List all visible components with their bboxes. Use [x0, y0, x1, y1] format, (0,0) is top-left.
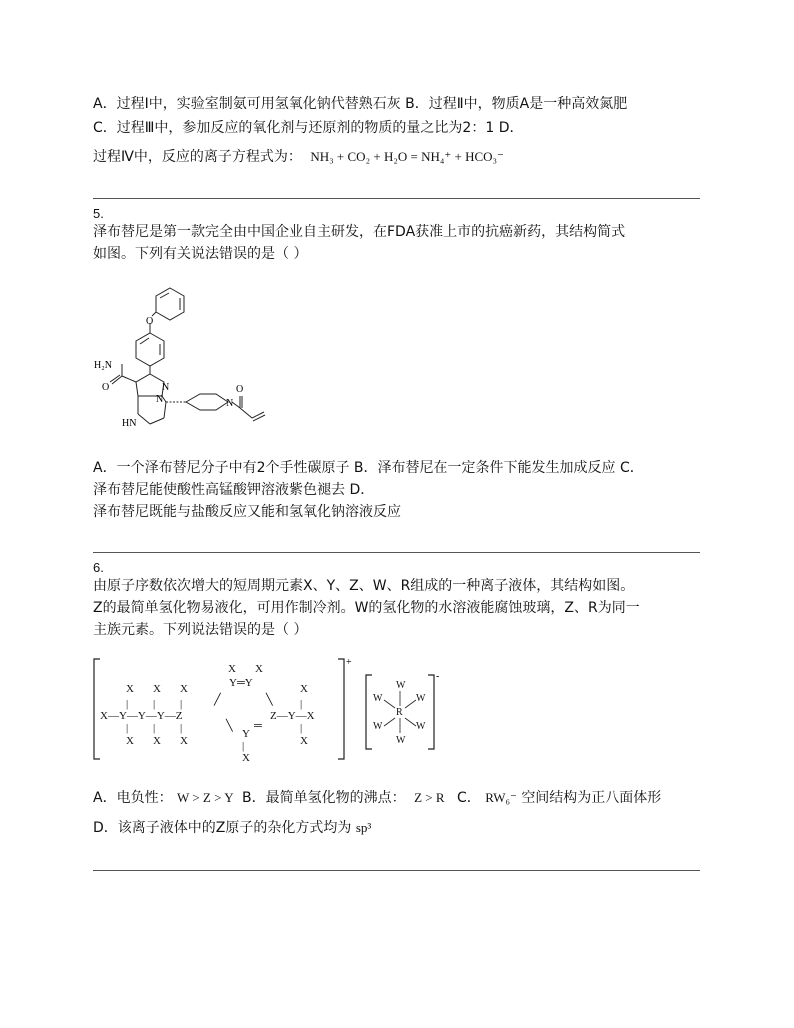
q4-option-line-2: C．过程Ⅲ中，参加反应的氧化剂与还原剂的物质的量之比为2：1 D．	[93, 120, 524, 136]
pyrazole-n-label-1: N	[162, 382, 170, 393]
q6-option-c-text: 空间结构为正八面体形	[521, 790, 662, 806]
svg-text:|: |	[180, 722, 183, 734]
divider	[93, 870, 700, 871]
svg-text:X: X	[126, 683, 134, 695]
amine-h2n-label: H₂N	[94, 360, 112, 371]
hn-label: HN	[122, 418, 137, 429]
piperidine-n-label: N	[226, 398, 234, 409]
q6-stem-line-1: 由原子序数依次增大的短周期元素X、Y、Z、W、R组成的一种离子液体，其结构如图。	[93, 578, 635, 594]
svg-text:╲: ╲	[226, 720, 233, 732]
ionic-liquid-structure	[90, 655, 450, 770]
q6-option-a: A．电负性：	[93, 790, 173, 806]
q5-option-line-2: 泽布替尼能使酸性高锰酸钾溶液紫色褪去 D．	[93, 482, 375, 498]
svg-text:X: X	[153, 735, 161, 747]
q5-option-line-3: 泽布替尼既能与盐酸反应又能和氢氧化钠溶液反应	[93, 504, 401, 520]
svg-text:═: ═	[254, 720, 262, 732]
svg-text:|: |	[180, 698, 183, 710]
q5-stem-line-2: 如图。下列有关说法错误的是（ ）	[93, 246, 308, 262]
divider	[93, 198, 700, 199]
svg-text:X: X	[255, 663, 263, 675]
svg-text:X: X	[242, 752, 250, 764]
svg-text:|: |	[242, 740, 245, 752]
piperidine-ring	[186, 394, 228, 410]
q6-number: 6.	[93, 560, 104, 575]
q5-option-line-1: A．一个泽布替尼分子中有2个手性碳原子 B．泽布替尼在一定条件下能发生加成反应 C．	[93, 460, 644, 476]
svg-text:X—Y—Y—Y—Z: X—Y—Y—Y—Z	[100, 710, 183, 722]
svg-text:|: |	[153, 698, 156, 710]
svg-text:W: W	[416, 721, 426, 732]
divider	[93, 552, 700, 553]
q4-equation: NH₃ + CO₂ + H₂O = NH₄⁺ + HCO₃⁻	[310, 149, 504, 164]
svg-text:X: X	[300, 735, 308, 747]
svg-text:Z—Y—X: Z—Y—X	[270, 710, 315, 722]
svg-text:W: W	[396, 735, 406, 746]
svg-text:|: |	[300, 698, 303, 710]
q6-option-d-formula: sp³	[355, 820, 372, 835]
svg-text:|: |	[126, 698, 129, 710]
q6-option-line-2	[93, 818, 371, 838]
svg-text:|: |	[153, 722, 156, 734]
q6-stem-line-3: 主族元素。下列说法错误的是（ ）	[93, 622, 308, 638]
svg-text:W: W	[373, 721, 383, 732]
amide-o-label: O	[102, 382, 110, 393]
svg-text:X: X	[153, 683, 161, 695]
q6-option-c-formula: RW₆⁻	[485, 790, 517, 805]
svg-text:Y═Y: Y═Y	[229, 677, 253, 689]
pyrazole-n-label-2: N	[156, 394, 164, 405]
svg-text:R: R	[396, 707, 403, 718]
q6-option-a-formula: W > Z > Y	[177, 790, 234, 805]
q4-option-d-text: 过程Ⅳ中，反应的离子方程式为：	[93, 149, 302, 165]
cation-bracket-right	[338, 659, 344, 759]
svg-text:|: |	[300, 722, 303, 734]
q6-option-b-formula: Z > R	[414, 790, 445, 805]
svg-text:╲: ╲	[266, 694, 273, 706]
svg-text:╱: ╱	[214, 694, 221, 706]
svg-text:X: X	[126, 735, 134, 747]
q6-option-c: C．	[457, 790, 481, 806]
svg-text:W: W	[373, 693, 383, 704]
anion-atoms	[373, 680, 426, 746]
pyrazole-ring	[136, 374, 164, 396]
q5-stem-line-1: 泽布替尼是第一款完全由中国企业自主研发，在FDA获准上市的抗癌新药，其结构简式	[93, 224, 626, 240]
cation-charge: +	[346, 657, 352, 668]
svg-text:X: X	[180, 735, 188, 747]
q5-number: 5.	[93, 206, 104, 221]
svg-text:W: W	[416, 693, 426, 704]
zanubrutinib-structure	[90, 278, 290, 448]
anion-bracket-left	[366, 675, 372, 749]
q6-option-d: D．该离子液体中的Z原子的杂化方式均为	[93, 820, 352, 836]
svg-text:Y: Y	[242, 728, 250, 740]
ether-o-label: O	[146, 316, 154, 327]
q4-option-line-1: A．过程Ⅰ中，实验室制氨可用氢氧化钠代替熟石灰 B．过程Ⅱ中，物质A是一种高效氮肥	[93, 96, 628, 112]
svg-text:X: X	[228, 663, 236, 675]
anion-bracket-right	[428, 675, 434, 749]
cation-atoms	[100, 663, 315, 764]
q6-stem-line-2: Z的最简单氢化物易液化，可用作制冷剂。W的氢化物的水溶液能腐蚀玻璃，Z、R为同一	[93, 600, 640, 616]
svg-text:X: X	[300, 683, 308, 695]
svg-text:W: W	[396, 680, 406, 691]
carbonyl-o-label: O	[236, 384, 244, 395]
q6-option-line-1	[93, 788, 661, 808]
anion-charge: -	[436, 671, 440, 682]
q6-option-b: B．最简单氢化物的沸点：	[242, 790, 406, 806]
svg-text:X: X	[180, 683, 188, 695]
cation-bracket-left	[94, 659, 100, 759]
svg-text:|: |	[126, 722, 129, 734]
q4-option-line-3	[93, 147, 504, 167]
